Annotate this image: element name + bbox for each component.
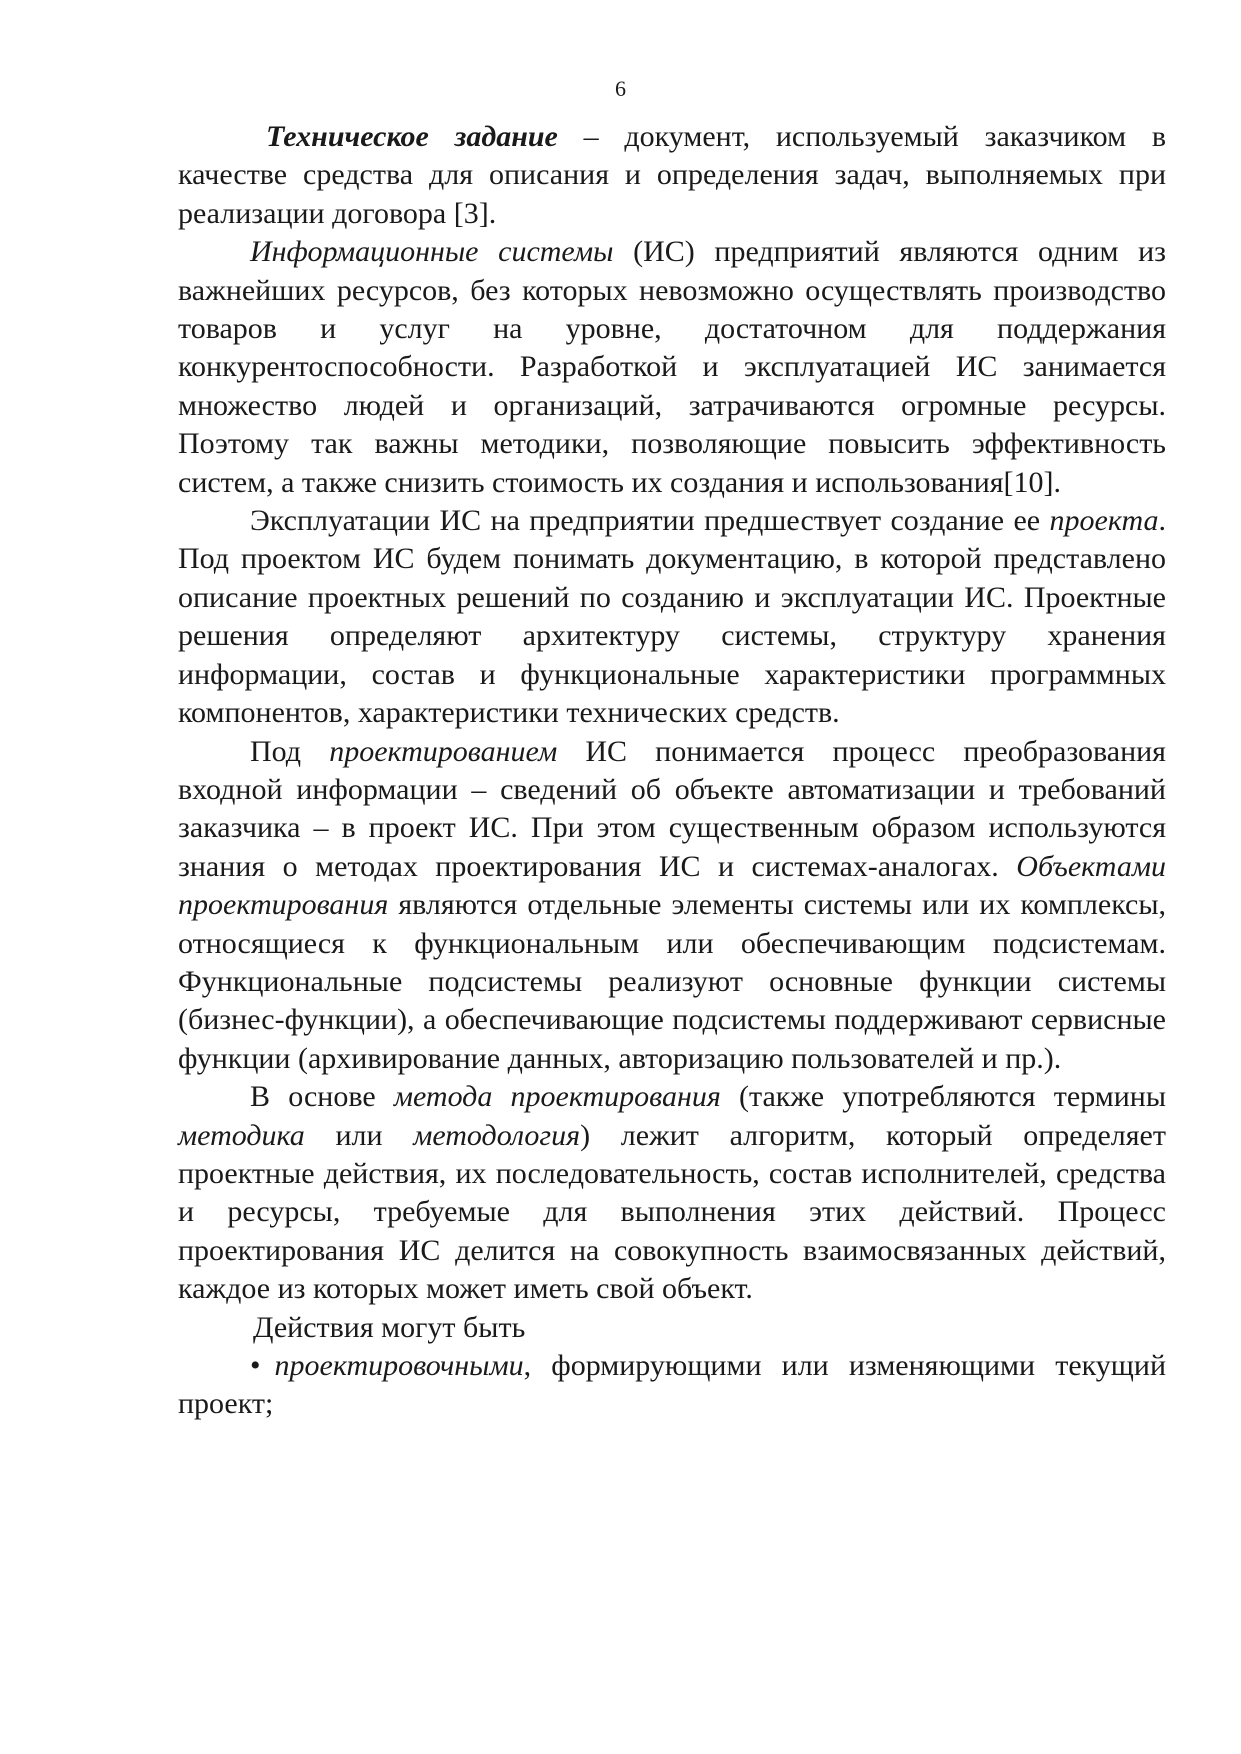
term-methodika: методика <box>178 1118 305 1152</box>
paragraph-design <box>178 733 1166 1079</box>
page-number: 6 <box>615 76 626 101</box>
paragraph-actions-lead: Действия могут быть <box>253 1310 526 1344</box>
term-methodology: методология <box>413 1118 581 1152</box>
bullet-text: , формирующими или изменяющими текущий проект; <box>178 1349 1166 1421</box>
paragraph-text: В основе <box>250 1080 394 1114</box>
term-design: проектированием <box>329 734 558 768</box>
paragraph-text: . Под проектом ИС будем понимать документацию, в которой представлено описание проектных решений по созданию и эксплуатации ИС. Проектные решения определяют архитектуру системы, структуру хранения информации, состав и функциональные характеристики программных компонентов, характеристики технических средств. <box>178 504 1166 730</box>
paragraph-text: (также употребляются термины <box>720 1080 1167 1114</box>
paragraph-text: Под <box>250 734 330 768</box>
paragraph-text: или <box>304 1118 414 1152</box>
term-technical-task: Техническое задание <box>266 120 558 153</box>
paragraph-text: ИС понимается процесс преобразования входной информации – сведений об объекте автоматизации и требований заказчика – в проект ИС. При этом существенным образом используются знания о методах проектирования ИС и системах-аналогах. <box>178 734 1166 883</box>
term-information-systems: Информационные системы <box>250 235 614 269</box>
bullet-item-design-actions <box>178 1347 1166 1424</box>
term-design-method: метода проектирования <box>393 1080 721 1114</box>
paragraph-technical-task <box>178 118 1166 233</box>
paragraph-information-systems <box>178 233 1166 502</box>
term-design-objects: Объектами проектирования <box>178 849 1166 922</box>
paragraph-text: ) лежит алгоритм, который определяет проектные действия, их последовательность, состав исполнителей, средства и ресурсы, требуемые для выполнения этих действий. Процесс проектирования ИС делится на совокупность взаимосвязанных действий, каждое из которых может иметь свой объект. <box>178 1118 1166 1306</box>
paragraph-text: Эксплуатации ИС на предприятии предшествует создание ее <box>250 504 1050 538</box>
term-project: проекта <box>1049 504 1159 538</box>
paragraph-project <box>178 502 1166 732</box>
paragraph-text: (ИС) предприятий являются одним из важнейших ресурсов, без которых невозможно осуществлять производство товаров и услуг на уровне, достаточном для поддержания конкурентоспособности. Разработкой и эксплуатацией ИС занимается множество людей и организаций, затрачиваются огромные ресурсы. Поэтому так важны методики, позволяющие повысить эффективность систем, а также снизить стоимость их создания и использования[10]. <box>178 235 1166 499</box>
paragraph-text: являются отдельные элементы системы или их комплексы, относящиеся к функциональным или обеспечивающим подсистемам. Функциональные подсистемы реализуют основные функции системы (бизнес-функции), а обеспечивающие подсистемы поддерживают сервисные функции (архивирование данных, авторизацию пользователей и пр.). <box>178 888 1166 1075</box>
paragraph-text: – документ, используемый заказчиком в качестве средства для описания и определения задач, выполняемых при реализации договора [3]. <box>178 120 1166 230</box>
bullet-marker: • <box>250 1349 261 1382</box>
paragraph-design-method <box>178 1078 1166 1308</box>
term-design-actions: проектировочными <box>274 1349 524 1382</box>
document-body <box>178 118 1166 1424</box>
